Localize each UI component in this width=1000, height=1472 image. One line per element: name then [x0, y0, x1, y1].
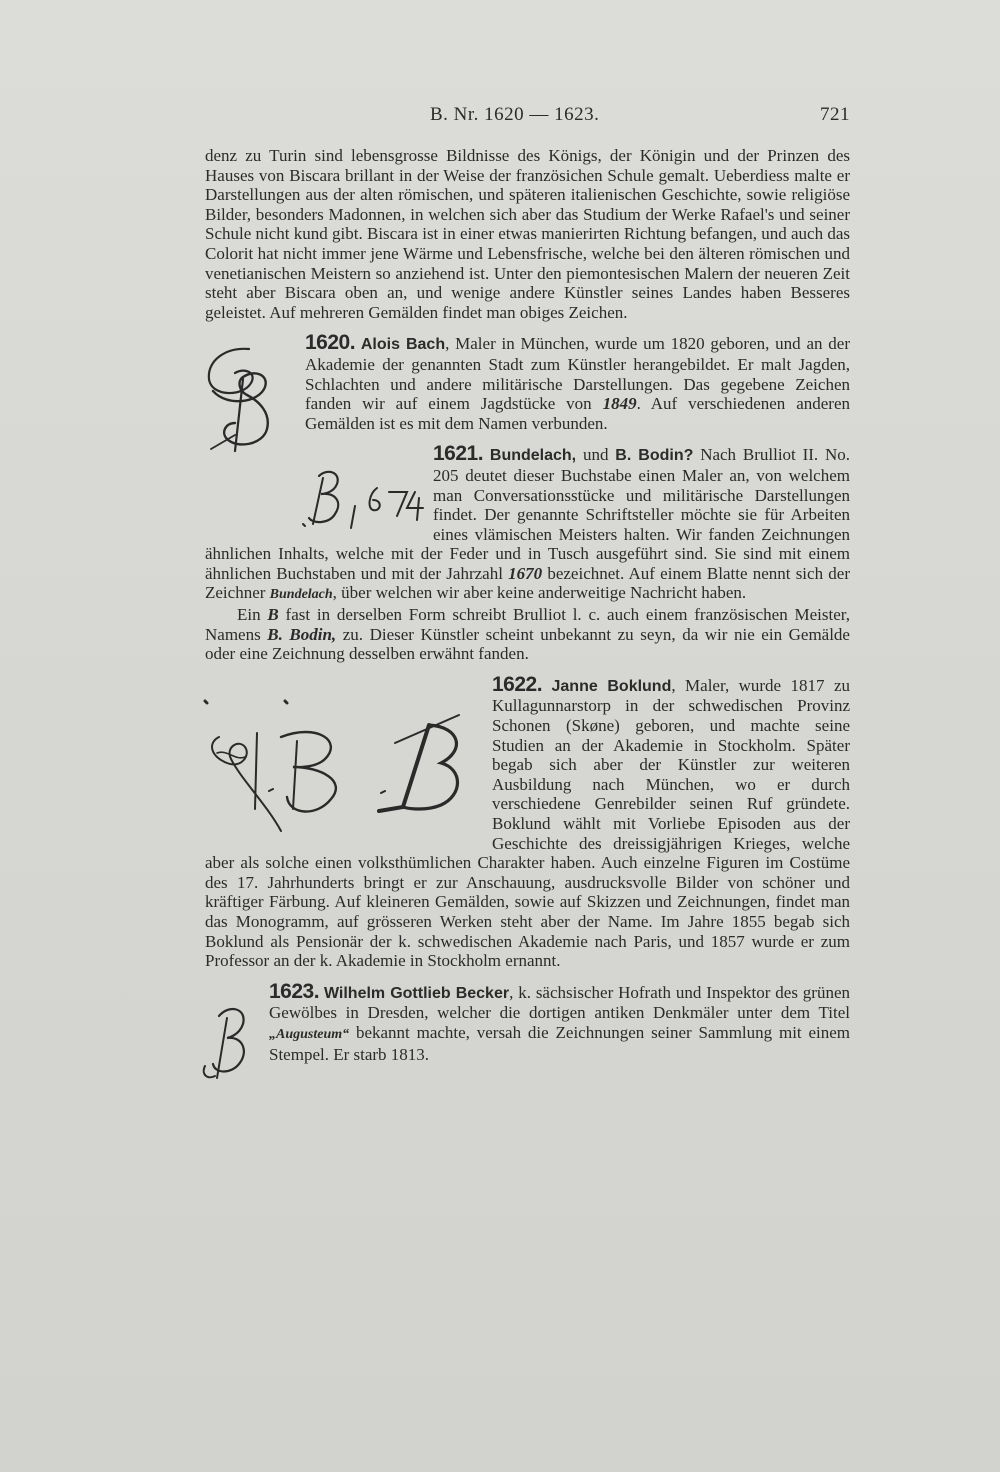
entry-text: Nach Brulliot II. No. 205 deutet dieser Buchstabe einen Maler an, von welchem man Conversationsstücke und militärische Darstellungen findet. Der genannte Schriftsteller möchte sie für Arbeiten eines vlämischen Meisters halten. Wir fanden Zeichnungen ähnlichen Inhalts, welche mit der Feder und in Tusch ausgeführt sind. Sie sind mit einem ähnlichen Buchstaben und mit der Jahrzahl	[205, 445, 851, 583]
para2-text-c: zu. Dieser Künstler scheint unbekannt zu seyn, da wir nie ein Gemälde oder eine Zeichnung desselben erwähnt fanden.	[205, 624, 850, 664]
intro-paragraph: denz zu Turin sind lebensgrosse Bildnisse des Königs, der Königin und der Prinzen des Hauses von Biscara brillant in der Weise der französichen Schule gemalt. Ueberdiess malte er Darstellungen aus der alten römischen, und späteren italienischen Geschichte, sowie religiöse Bilder, besonders Madonnen, in welchen sich aber das Studium der Werke Rafael's und seiner Schule nicht kund gibt. Biscara ist in einer etwas manierirten Richtung befangen, und auch das Colorit hat nicht immer jene Wärme und Lebensfrische, welche bei den älteren römischen und venetianischen Meistern so anziehend ist. Unter den piemontesischen Malern der neueren Zeit steht aber Biscara oben an, und wenige andere Künstler seines Landes haben Besseres geleistet. Auf mehreren Gemälden findet man obiges Zeichen.	[205, 146, 850, 322]
entry-number: 1623.	[269, 979, 320, 1003]
running-head: B. Nr. 1620 — 1623.	[430, 104, 600, 125]
signature-name: Bundelach	[269, 587, 333, 603]
monogram-b-1674	[297, 466, 427, 530]
entry-number: 1621.	[433, 442, 484, 466]
artist-name: Janne Boklund	[551, 677, 672, 695]
entry-text-b: bezeichnet. Auf einem Blatte nennt sich der Zeichner	[205, 563, 850, 603]
artist-name: Alois Bach	[360, 336, 446, 354]
entry-1622	[205, 672, 850, 971]
entry-1621	[205, 444, 850, 664]
page-number: 721	[820, 104, 850, 125]
entry-text: , Maler, wurde 1817 zu Kullagunnarstorp in der schwedischen Provinz Schonen (Skøne) geboren, und machte seine Studien an der Akademie in Stockholm. Später begab sich aber der Künstler zur weiteren Ausbildung nach München, wo er durch verschiedene Genrebilder seinen Ruf gründete. Boklund wählt mit Vorliebe Episoden aus der Geschichte des dreissigjährigen Krieges, welche aber als solche einen volksthümlichen Charakter haben. Auch einzelne Figuren im Costüme des 17. Jahrhunderts bringt er zur Anschauung, ausdrucksvolle Bilder von schöner und kräftiger Färbung. Auf kleineren Gemälden, sowie auf Skizzen und Zeichnungen, findet man das Monogramm, auf grösseren Werken steht aber der Name. Im Jahre 1855 begab sich Boklund als Pensionär der k. schwedischen Akademie nach Paris, und 1857 wurde er zum Professor an der k. Akademie in Stockholm ernannt.	[205, 675, 850, 971]
artist-name: Wilhelm Gottlieb Becker	[323, 984, 510, 1002]
entry-text-end: bekannt machte, versah die Zeichnungen seiner Sammlung mit einem Stempel. Er starb 1813.	[269, 1022, 850, 1064]
text-body	[205, 146, 850, 1086]
entry-number: 1620.	[305, 331, 356, 355]
monogram-jb-1622	[197, 697, 482, 847]
entry-text: , k. sächsischer Hofrath und Inspektor des grünen Gewölbes in Dresden, welcher die dortigen antiken Denkmäler unter dem Titel	[269, 982, 851, 1023]
entry-connector: und	[576, 445, 616, 465]
para2-artist: B. Bodin,	[267, 624, 337, 644]
running-header	[205, 104, 850, 136]
publication-title: „Augusteum“	[269, 1026, 350, 1042]
artist-name-2: B. Bodin?	[615, 447, 694, 465]
entry-1623	[205, 979, 851, 1064]
entry-year: 1670	[508, 563, 543, 583]
para2-text-b: fast in derselben Form schreibt Brulliot l. c. auch einem französischen Meister, Namens	[205, 605, 851, 644]
entry-text-c: , über welchen wir aber keine anderweitige Nachricht haben.	[332, 583, 747, 603]
entry-text: , Maler in München, wurde um 1820 geboren, und an der Akademie der genannten Stadt zum Künstler herangebildet. Er malt Jagden, Schlachten und andere militärische Darstellungen. Das gegebene Zeichen fanden wir auf einem Jagdstücke von	[305, 334, 851, 414]
artist-name: Bundelach,	[489, 447, 577, 465]
monogram-b-1623	[197, 996, 263, 1086]
entry-number: 1622.	[492, 672, 543, 696]
para2-letter: B	[267, 605, 279, 625]
para2-text: Ein	[237, 605, 268, 625]
monogram-sb-1620	[197, 339, 297, 457]
entry-text-end: . Auf verschiedenen anderen Gemälden ist es mit dem Namen verbunden.	[305, 394, 850, 433]
entry-year: 1849	[602, 394, 637, 414]
entry-1620	[205, 333, 850, 433]
